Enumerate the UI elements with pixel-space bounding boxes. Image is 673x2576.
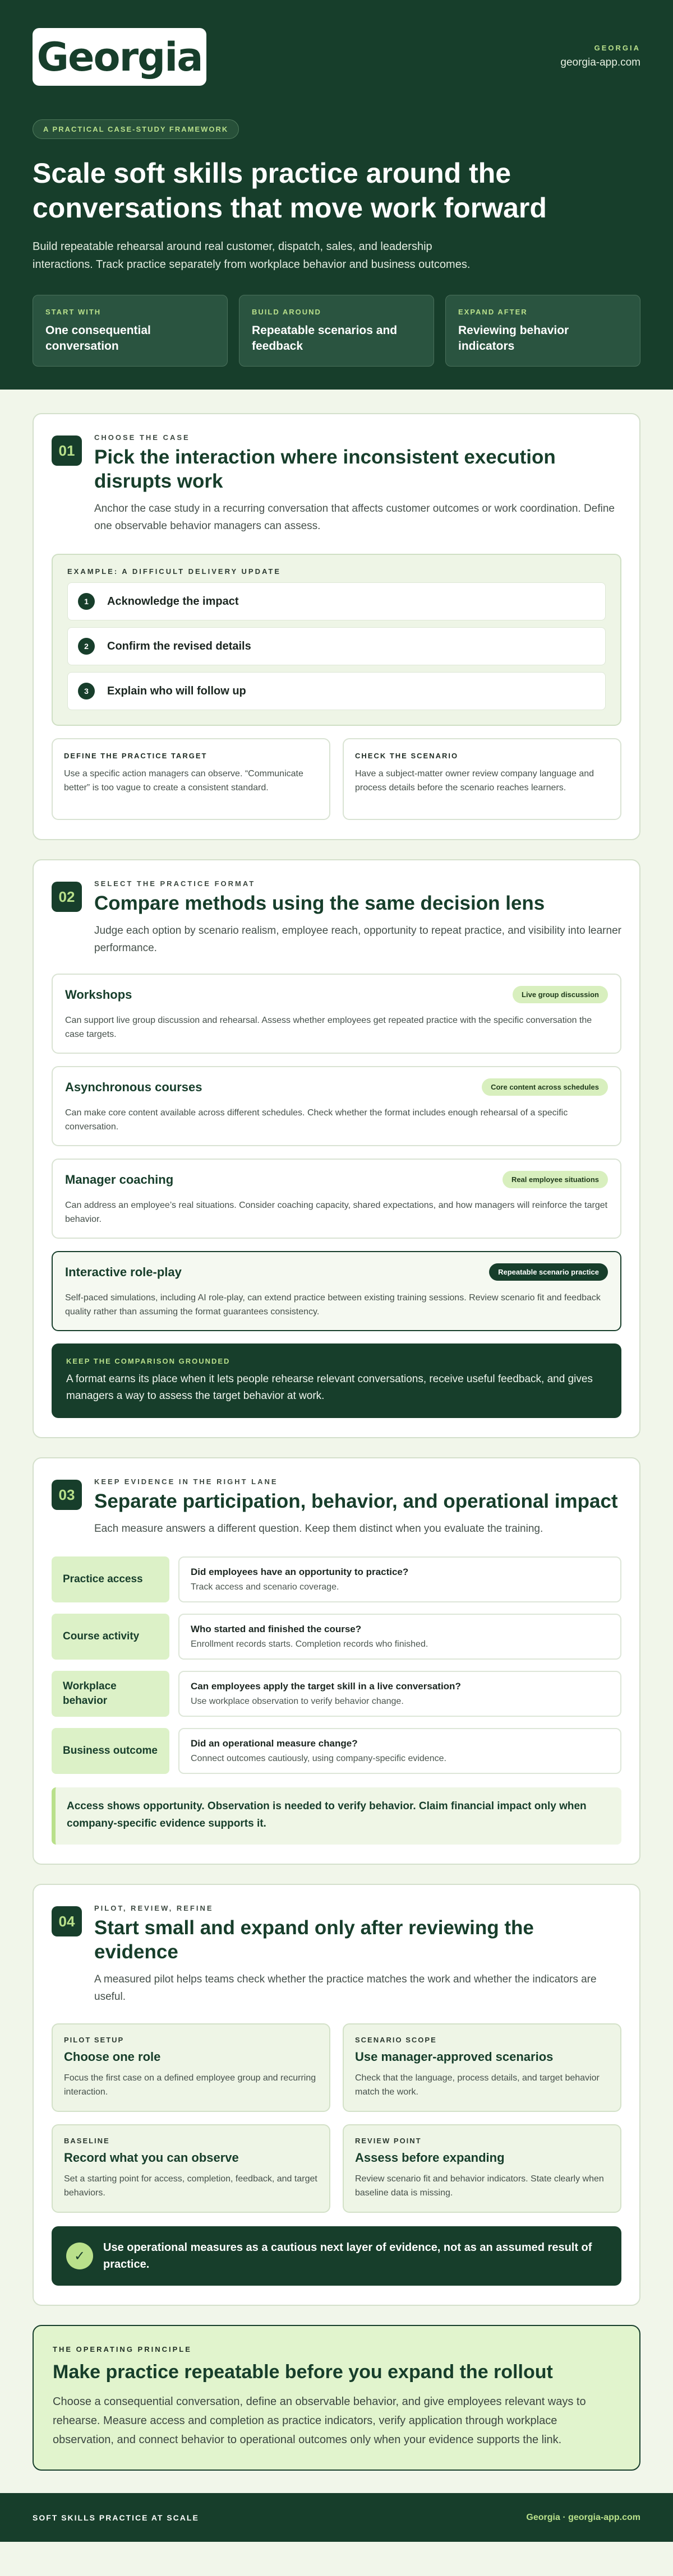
info-card-kicker: DEFINE THE PRACTICE TARGET xyxy=(64,752,208,760)
pilot-callout-text: Use operational measures as a cautious next layer of evidence, not as an assumed result of practice. xyxy=(103,2241,592,2271)
hero-card-kicker: EXPAND AFTER xyxy=(458,308,528,316)
evidence-row xyxy=(52,1556,621,1602)
evidence-label: Practice access xyxy=(52,1556,169,1602)
evidence-label: Business outcome xyxy=(52,1728,169,1774)
section-title: Start small and expand only after reviewing the evidence xyxy=(94,1917,534,1963)
evidence-body xyxy=(178,1556,621,1602)
footer xyxy=(0,2493,673,2542)
section-number-badge: 02 xyxy=(52,882,82,912)
info-card-text: Have a subject-matter owner review company language and process details before the scenario reaches learners. xyxy=(355,769,594,793)
info-card-text: Use a specific action managers can observe. “Communicate better” is too vague to create a consistent standard. xyxy=(64,769,303,793)
evidence-answer: Use workplace observation to verify behavior change. xyxy=(191,1697,404,1706)
section-title: Pick the interaction where inconsistent execution disrupts work xyxy=(94,446,556,492)
example-step xyxy=(67,582,606,620)
hero-card-kicker: BUILD AROUND xyxy=(252,308,321,316)
callout-text: A format earns its place when it lets people rehearse relevant conversations, receive useful feedback, and gives managers a way to assess the target behavior at work. xyxy=(66,1373,593,1402)
pilot-card-title: Use manager-approved scenarios xyxy=(355,2050,554,2064)
brand-info xyxy=(560,28,640,69)
evidence-row xyxy=(52,1728,621,1774)
example-step xyxy=(67,672,606,710)
method-title: Workshops xyxy=(65,987,132,1002)
hero-card-text: One consequential conversation xyxy=(45,324,151,353)
pilot-card-kicker: BASELINE xyxy=(64,2137,110,2145)
info-card-check-scenario xyxy=(343,738,621,820)
operating-principle xyxy=(33,2325,640,2471)
callout-kicker: KEEP THE COMPARISON GROUNDED xyxy=(66,1357,231,1365)
step-number: 2 xyxy=(78,638,95,655)
logo-text: Georgia xyxy=(36,34,202,80)
section-kicker: KEEP EVIDENCE IN THE RIGHT LANE xyxy=(94,1477,278,1486)
method-card-role-play xyxy=(52,1251,621,1331)
method-tag: Real employee situations xyxy=(503,1171,608,1188)
framework-pill: A PRACTICAL CASE-STUDY FRAMEWORK xyxy=(33,119,239,139)
evidence-label: Workplace behavior xyxy=(52,1671,169,1717)
section-practice-format xyxy=(33,859,640,1438)
method-card-async-courses xyxy=(52,1066,621,1146)
section-header xyxy=(52,879,621,957)
evidence-answer: Connect outcomes cautiously, using company-specific evidence. xyxy=(191,1754,446,1763)
evidence-body xyxy=(178,1728,621,1774)
principle-title: Make practice repeatable before you expand the rollout xyxy=(53,2361,553,2383)
pilot-card-setup xyxy=(52,2023,330,2112)
pilot-card-text: Focus the first case on a defined employee group and recurring interaction. xyxy=(64,2073,316,2097)
method-title: Manager coaching xyxy=(65,1172,174,1187)
info-card-kicker: CHECK THE SCENARIO xyxy=(355,752,459,760)
section-evidence xyxy=(33,1457,640,1865)
pilot-card-text: Check that the language, process details, and target behavior match the work. xyxy=(355,2073,600,2097)
pilot-card-title: Record what you can observe xyxy=(64,2151,239,2165)
evidence-question: Who started and finished the course? xyxy=(191,1624,362,1634)
method-text: Self-paced simulations, including AI role-play, can extend practice between existing training sessions. Review scenario fit and feedback quality rather than assuming the format guarantees consistency. xyxy=(65,1293,601,1317)
section-number-badge: 01 xyxy=(52,435,82,466)
section-kicker: SELECT THE PRACTICE FORMAT xyxy=(94,879,256,888)
method-title: Interactive role-play xyxy=(65,1264,182,1279)
main-content xyxy=(0,390,673,2471)
pilot-card-scope xyxy=(343,2023,621,2112)
pilot-card-title: Choose one role xyxy=(64,2050,161,2064)
evidence-question: Did an operational measure change? xyxy=(191,1738,358,1749)
check-icon: ✓ xyxy=(66,2243,93,2269)
evidence-question: Can employees apply the target skill in a live conversation? xyxy=(191,1681,461,1692)
section-number-badge: 04 xyxy=(52,1906,82,1936)
hero-title: Scale soft skills practice around the conversations that move work forward xyxy=(33,157,547,224)
section-choose-case xyxy=(33,413,640,840)
hero-subtitle: Build repeatable rehearsal around real customer, dispatch, sales, and leadership interactions. Track practice separately from workplace behavior and business outcomes. xyxy=(33,240,471,271)
example-step xyxy=(67,627,606,665)
method-text: Can support live group discussion and rehearsal. Assess whether employees get repeated practice with the specific conversation the case targets. xyxy=(65,1016,592,1039)
method-tag: Core content across schedules xyxy=(482,1078,608,1096)
pilot-card-text: Set a starting point for access, completion, feedback, and target behaviors. xyxy=(64,2174,317,2198)
section-title: Compare methods using the same decision lens xyxy=(94,892,545,914)
section-kicker: PILOT, REVIEW, REFINE xyxy=(94,1904,214,1912)
brand-kicker: GEORGIA xyxy=(594,44,640,52)
hero-card-text: Reviewing behavior indicators xyxy=(458,324,569,353)
info-cards xyxy=(52,738,621,820)
method-card-workshops xyxy=(52,974,621,1054)
evidence-answer: Track access and scenario coverage. xyxy=(191,1582,339,1592)
section-description: Each measure answers a different question. Keep them distinct when you evaluate the training. xyxy=(94,1523,543,1535)
example-kicker: EXAMPLE: A DIFFICULT DELIVERY UPDATE xyxy=(67,567,282,576)
evidence-row xyxy=(52,1671,621,1717)
hero-card-start xyxy=(33,295,228,367)
step-text: Explain who will follow up xyxy=(107,684,246,697)
evidence-question: Did employees have an opportunity to practice? xyxy=(191,1567,409,1577)
section-header xyxy=(52,1477,621,1537)
method-tag: Live group discussion xyxy=(513,986,608,1003)
info-card-define-target xyxy=(52,738,330,820)
hero xyxy=(0,0,673,390)
hero-card-expand xyxy=(445,295,640,367)
pilot-cards xyxy=(52,2023,621,2213)
section-description: A measured pilot helps teams check whether the practice matches the work and whether the indicators are useful. xyxy=(94,1973,597,2003)
evidence-answer: Enrollment records starts. Completion records who finished. xyxy=(191,1639,428,1649)
method-text: Can address an employee’s real situations. Consider coaching capacity, shared expectations, and how managers will reinforce the target behavior. xyxy=(65,1201,608,1224)
logo[interactable] xyxy=(33,28,206,86)
example-box xyxy=(52,554,621,726)
hero-card-text: Repeatable scenarios and feedback xyxy=(252,324,398,353)
step-number: 3 xyxy=(78,683,95,699)
hero-card-kicker: START WITH xyxy=(45,308,102,316)
step-text: Acknowledge the impact xyxy=(107,595,239,608)
pilot-card-kicker: REVIEW POINT xyxy=(355,2137,422,2145)
section-title: Separate participation, behavior, and operational impact xyxy=(94,1490,618,1512)
footer-link[interactable]: Georgia · georgia-app.com xyxy=(526,2512,640,2522)
section-kicker: CHOOSE THE CASE xyxy=(94,433,190,442)
section-pilot xyxy=(33,1884,640,2306)
footer-title: SOFT SKILLS PRACTICE AT SCALE xyxy=(33,2513,199,2522)
method-card-manager-coaching xyxy=(52,1159,621,1239)
hero-top xyxy=(33,28,640,86)
evidence-label: Course activity xyxy=(52,1614,169,1660)
step-text: Confirm the revised details xyxy=(107,640,251,652)
pilot-callout xyxy=(52,2226,621,2286)
section-number-badge: 03 xyxy=(52,1480,82,1510)
pilot-card-kicker: PILOT SETUP xyxy=(64,2036,125,2044)
evidence-row xyxy=(52,1614,621,1660)
evidence-body xyxy=(178,1671,621,1717)
hero-cards xyxy=(33,295,640,367)
hero-card-build xyxy=(239,295,434,367)
section-header xyxy=(52,433,621,535)
pilot-card-review xyxy=(343,2124,621,2213)
pilot-card-title: Assess before expanding xyxy=(355,2151,505,2165)
method-tag: Repeatable scenario practice xyxy=(489,1263,608,1281)
pilot-card-kicker: SCENARIO SCOPE xyxy=(355,2036,437,2044)
section-description: Anchor the case study in a recurring conversation that affects customer outcomes or work coordination. Define one observable behavior managers can assess. xyxy=(94,503,615,532)
step-number: 1 xyxy=(78,593,95,610)
principle-kicker: THE OPERATING PRINCIPLE xyxy=(53,2345,192,2353)
method-title: Asynchronous courses xyxy=(65,1079,202,1094)
evidence-callout: Access shows opportunity. Observation is needed to verify behavior. Claim financial impact only when company-specific evidence supports it. xyxy=(52,1787,621,1845)
section-header xyxy=(52,1904,621,2005)
method-text: Can make core content available across different schedules. Check whether the format includes enough rehearsal of a specific conversation. xyxy=(65,1108,568,1132)
principle-text: Choose a consequential conversation, define an observable behavior, and give employees relevant ways to rehearse. Measure access and completion as practice indicators, verify application through workplace observation, and connect behavior to operational outcomes only when your evidence supports the link. xyxy=(53,2396,586,2446)
section-description: Judge each option by scenario realism, employee reach, opportunity to repeat practice, and visibility into learner performance. xyxy=(94,925,621,954)
pilot-card-text: Review scenario fit and behavior indicators. State clearly when baseline data is missing. xyxy=(355,2174,604,2198)
comparison-callout xyxy=(52,1343,621,1418)
evidence-body xyxy=(178,1614,621,1660)
brand-url[interactable]: georgia-app.com xyxy=(560,57,640,68)
pilot-card-baseline xyxy=(52,2124,330,2213)
